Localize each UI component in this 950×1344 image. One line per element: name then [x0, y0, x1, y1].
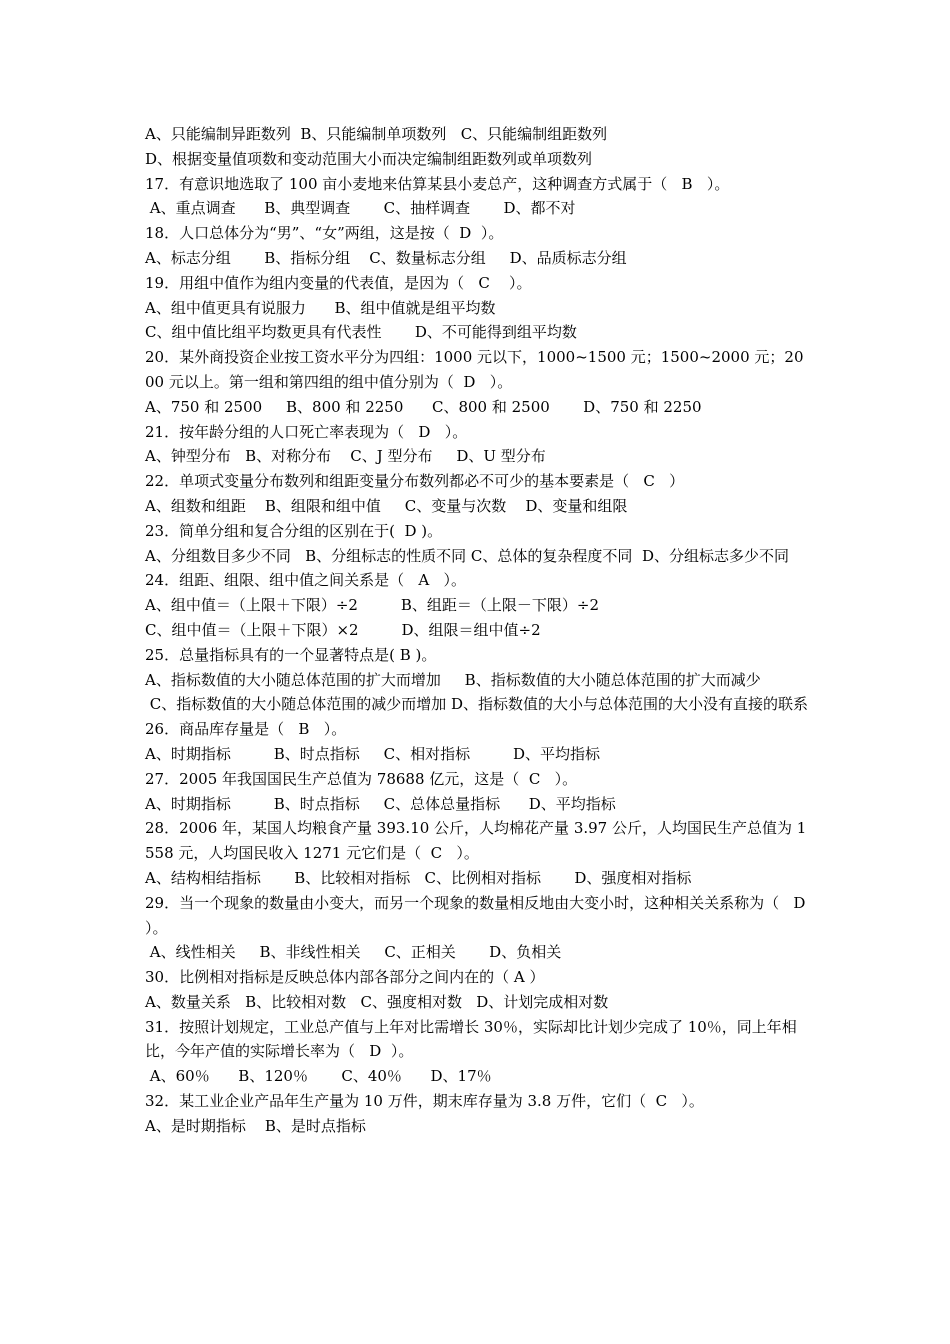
options-22: A、组数和组距 B、组限和组中值 C、变量与次数 D、变量和组限	[145, 496, 628, 515]
options-23: A、分组数目多少不同 B、分组标志的性质不同 C、总体的复杂程度不同 D、分组标志多少不同	[145, 546, 789, 565]
question-23: 23．简单分组和复合分组的区别在于( D )。	[145, 521, 443, 540]
options-19-a: A、组中值更具有说服力 B、组中值就是组平均数	[145, 298, 496, 317]
question-31: 31．按照计划规定，工业总产值与上年对比需增长 30％，实际却比计划少完成了 10％，同上年相比，今年产值的实际增长率为（ D ）。	[145, 1017, 797, 1061]
options-20: A、750 和 2500 B、800 和 2250 C、800 和 2500 D、750 和 2250	[145, 397, 702, 416]
options-17: A、重点调查 B、典型调查 C、抽样调查 D、都不对	[145, 199, 576, 218]
options-31: A、60％ B、120％ C、40％ D、17％	[145, 1067, 492, 1086]
options-18: A、标志分组 B、指标分组 C、数量标志分组 D、品质标志分组	[145, 248, 627, 267]
options-26: A、时期指标 B、时点指标 C、相对指标 D、平均指标	[145, 744, 601, 763]
question-30: 30．比例相对指标是反映总体内部各部分之间内在的（ A ）	[145, 968, 545, 987]
question-24: 24．组距、组限、组中值之间关系是（ A ）。	[145, 571, 467, 590]
options-30: A、数量关系 B、比较相对数 C、强度相对数 D、计划完成相对数	[145, 992, 609, 1011]
options-21: A、钟型分布 B、对称分布 C、J 型分布 D、U 型分布	[145, 447, 546, 466]
options-27: A、时期指标 B、时点指标 C、总体总量指标 D、平均指标	[145, 794, 616, 813]
question-22: 22．单项式变量分布数列和组距变量分布数列都必不可少的基本要素是（ C ）	[145, 472, 685, 491]
question-28: 28．2006 年，某国人均粮食产量 393.10 公斤，人均棉花产量 3.97 公斤，人均国民生产总值为 1558 元，人均国民收入 1271 元它们是（ C ）。	[145, 819, 807, 863]
options-19-b: C、组中值比组平均数更具有代表性 D、不可能得到组平均数	[145, 323, 577, 342]
question-27: 27．2005 年我国国民生产总值为 78688 亿元，这是（ C ）。	[145, 769, 578, 788]
options-25-b: C、指标数值的大小随总体范围的减少而增加 D、指标数值的大小与总体范围的大小没有直接的联系	[145, 695, 809, 714]
document-body	[145, 122, 813, 1139]
question-20: 20．某外商投资企业按工资水平分为四组：1000 元以下，1000~1500 元；1500~2000 元；2000 元以上。第一组和第四组的组中值分别为（ D ）。	[145, 348, 804, 391]
question-17: 17．有意识地选取了 100 亩小麦地来估算某县小麦总产，这种调查方式属于（ B ）。	[145, 174, 730, 193]
question-18: 18．人口总体分为“男”、“女”两组，这是按（ D ）。	[145, 224, 504, 243]
question-26: 26．商品库存量是（ B ）。	[145, 720, 347, 739]
question-29: 29．当一个现象的数量由小变大，而另一个现象的数量相反地由大变小时，这种相关关系称为（ D ）。	[145, 893, 815, 937]
options-24-a: A、组中值＝（上限＋下限）÷2 B、组距＝（上限－下限）÷2	[145, 596, 599, 615]
options-25-a: A、指标数值的大小随总体范围的扩大而增加 B、指标数值的大小随总体范围的扩大而减少	[145, 670, 761, 689]
text-line: D、根据变量值项数和变动范围大小而决定编制组距数列或单项数列	[145, 149, 593, 168]
question-25: 25．总量指标具有的一个显著特点是( B )。	[145, 645, 437, 664]
question-21: 21．按年龄分组的人口死亡率表现为（ D ）。	[145, 422, 468, 441]
question-19: 19．用组中值作为组内变量的代表值，是因为（ C ）。	[145, 273, 532, 292]
options-24-b: C、组中值＝（上限＋下限）×2 D、组限＝组中值÷2	[145, 620, 541, 639]
options-32: A、是时期指标 B、是时点指标	[145, 1116, 366, 1135]
question-32: 32．某工业企业产品年生产量为 10 万件，期末库存量为 3.8 万件，它们（ C ）。	[145, 1092, 704, 1111]
text-line: A、只能编制异距数列 B、只能编制单项数列 C、只能编制组距数列	[145, 125, 608, 143]
options-28: A、结构相结指标 B、比较相对指标 C、比例相对指标 D、强度相对指标	[145, 868, 692, 887]
options-29: A、线性相关 B、非线性相关 C、正相关 D、负相关	[145, 943, 562, 962]
